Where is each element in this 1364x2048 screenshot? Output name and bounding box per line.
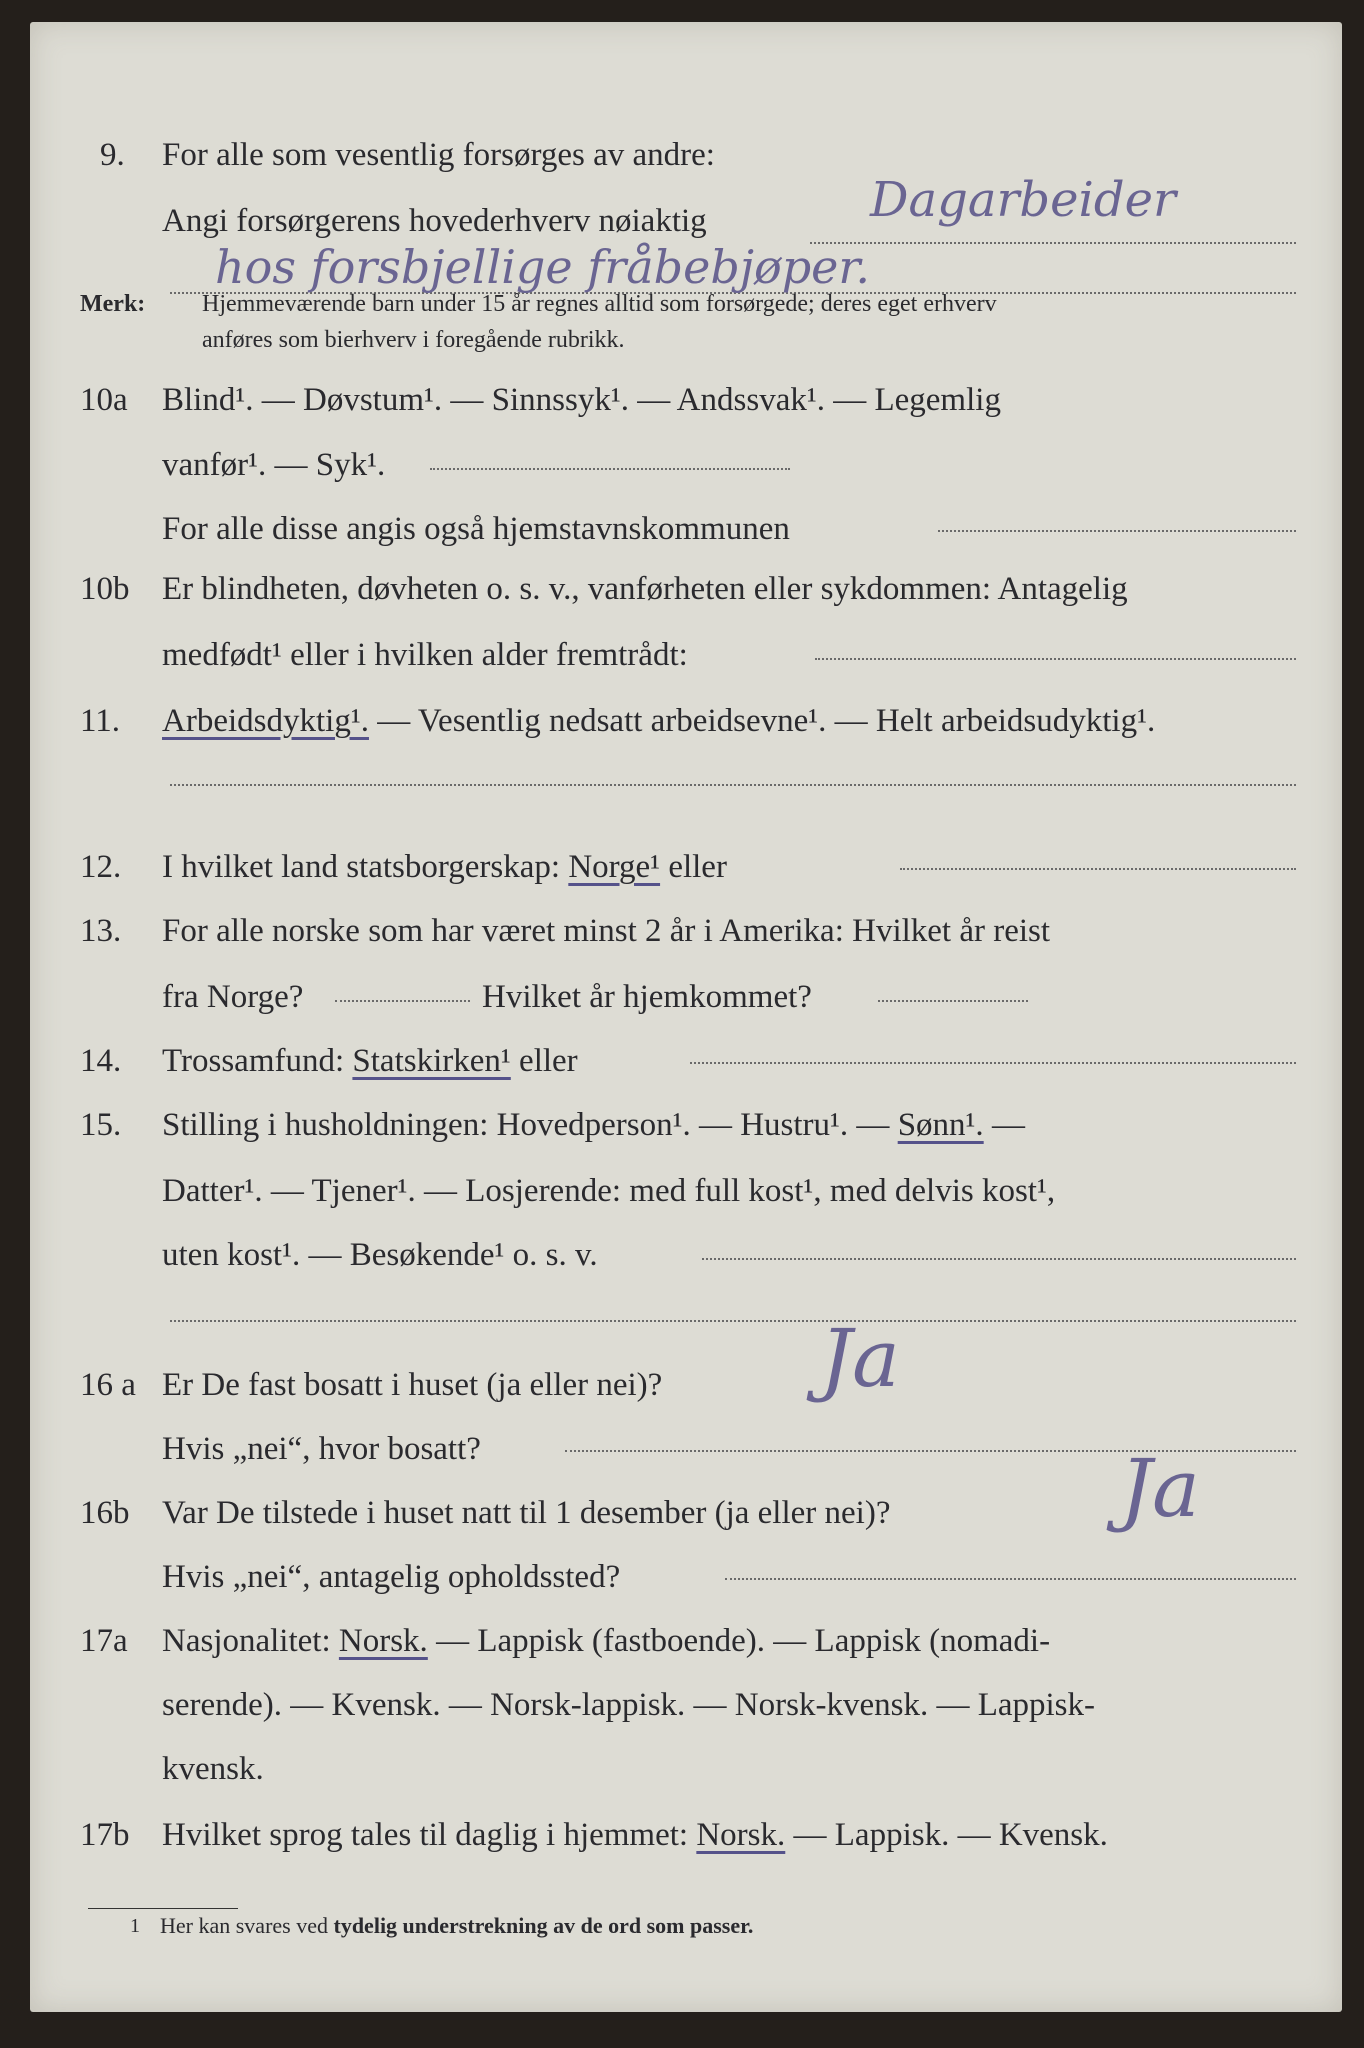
- q17a-text-2: serende). — Kvensk. — Norsk-lappisk. — Norsk-kvensk. — Lappisk-: [162, 1687, 1096, 1723]
- q17a-text-1: [162, 1618, 1050, 1664]
- footnote-text: Her kan svares ved: [160, 1913, 328, 1938]
- q16b-answer: Ja: [1120, 1442, 1200, 1535]
- q11-text: [162, 698, 1155, 744]
- footnote-mark: 1: [130, 1915, 140, 1937]
- q15-text-1: [162, 1102, 1025, 1148]
- q14-text: [162, 1038, 578, 1084]
- q17b-number: 17b: [80, 1817, 130, 1853]
- q16a-text-2: Hvis „nei“, hvor bosatt?: [162, 1431, 481, 1467]
- merk-label: Merk:: [80, 291, 146, 317]
- q15-options-a: Stilling i husholdningen: Hovedperson¹. — Hustru¹. —: [162, 1107, 890, 1143]
- q10a-line3-fill: [938, 530, 1296, 532]
- q9-answer-1: Dagarbeider: [870, 172, 1176, 228]
- q12-question: I hvilket land statsborgerskap:: [162, 849, 561, 885]
- q10b-text-1: Er blindheten, døvheten o. s. v., vanførheten eller sykdommen: Antagelig: [162, 571, 1128, 607]
- q17a-number: 17a: [80, 1623, 128, 1659]
- q16b-number: 16b: [80, 1495, 130, 1531]
- q10b-text-2: medfødt¹ eller i hvilken alder fremtrådt:: [162, 637, 688, 673]
- q14-number: 14.: [80, 1043, 122, 1079]
- merk-text-2: anføres som bierhverv i foregående rubrikk.: [202, 327, 625, 353]
- q13-text-2b: Hvilket år hjemkommet?: [482, 979, 812, 1015]
- q15-line3-fill: [702, 1258, 1296, 1260]
- q12-answer-line: [900, 868, 1296, 870]
- q16a-text-1: Er De fast bosatt i huset (ja eller nei)?: [162, 1367, 663, 1403]
- q17b-selected-option: Norsk.: [696, 1817, 786, 1853]
- q15-text-3: uten kost¹. — Besøkende¹ o. s. v.: [162, 1237, 598, 1273]
- q12-selected-option: Norge¹: [568, 849, 661, 885]
- q17a-other-options-1: — Lappisk (fastboende). — Lappisk (nomadi-: [436, 1623, 1051, 1659]
- q14-question: Trossamfund:: [162, 1043, 345, 1079]
- q17b-question: Hvilket sprog tales til daglig i hjemmet:: [162, 1817, 689, 1853]
- q16a-number: 16 a: [80, 1367, 136, 1403]
- q14-selected-option: Statskirken¹: [352, 1043, 511, 1079]
- q16a-answer: Ja: [820, 1312, 900, 1405]
- q9-answer-2: hos forsbjellige fråbebjøper.: [215, 240, 870, 294]
- q9-text-1: For alle som vesentlig forsørges av andre:: [162, 137, 715, 173]
- q10a-text-1: Blind¹. — Døvstum¹. — Sinnssyk¹. — Andssvak¹. — Legemlig: [162, 382, 1001, 418]
- q12-number: 12.: [80, 849, 122, 885]
- q11-number: 11.: [80, 703, 121, 739]
- q14-answer-line: [690, 1062, 1296, 1064]
- q13-number: 13.: [80, 913, 122, 949]
- footnote-rule: [88, 1908, 238, 1909]
- q13-text-1: For alle norske som har været minst 2 år i Amerika: Hvilket år reist: [162, 913, 1051, 949]
- q17b-text: [162, 1812, 1108, 1858]
- merk-text-1: Hjemmeværende barn under 15 år regnes alltid som forsørgede; deres eget erhverv: [202, 291, 997, 317]
- q10a-text-3: For alle disse angis også hjemstavnskommunen: [162, 511, 790, 547]
- q10a-text-2: vanfør¹. — Syk¹.: [162, 447, 386, 483]
- q11-other-options: — Vesentlig nedsatt arbeidsevne¹. — Helt arbeidsudyktig¹.: [377, 703, 1156, 739]
- footnote-bold-text: tydelig understrekning av de ord som passer.: [333, 1913, 754, 1938]
- q15-text-2: Datter¹. — Tjener¹. — Losjerende: med full kost¹, med delvis kost¹,: [162, 1173, 1056, 1209]
- q9-number: 9.: [100, 137, 125, 173]
- q15-answer-line: [170, 1320, 1296, 1322]
- q14-else: eller: [519, 1043, 578, 1079]
- q12-text: [162, 844, 727, 890]
- q16b-text-1: Var De tilstede i huset natt til 1 desember (ja eller nei)?: [162, 1495, 891, 1531]
- q16b-text-2: Hvis „nei“, antagelig opholdssted?: [162, 1559, 621, 1595]
- q10b-line2-fill: [815, 658, 1296, 660]
- footnote: [160, 1910, 753, 1942]
- q10b-number: 10b: [80, 571, 130, 607]
- q17a-text-3: kvensk.: [162, 1751, 264, 1787]
- q10a-line2-fill: [430, 468, 790, 470]
- q9-answer-line-1: [810, 242, 1296, 244]
- q9-text-2: Angi forsørgerens hovederhverv nøiaktig: [162, 203, 707, 239]
- q11-answer-line: [170, 784, 1296, 786]
- q15-dash: —: [991, 1107, 1025, 1143]
- q12-else: eller: [668, 849, 727, 885]
- q11-selected-option: Arbeidsdyktig¹.: [162, 703, 369, 739]
- q17a-question: Nasjonalitet:: [162, 1623, 331, 1659]
- form-page: [30, 22, 1342, 2012]
- q15-selected-option: Sønn¹.: [897, 1107, 984, 1143]
- q16b-answer-line: [725, 1578, 1296, 1580]
- q13-text-2a: fra Norge?: [162, 979, 304, 1015]
- q13-year-returned-line: [878, 1000, 1028, 1002]
- q10a-number: 10a: [80, 382, 128, 418]
- q17a-selected-option: Norsk.: [338, 1623, 428, 1659]
- q15-number: 15.: [80, 1107, 122, 1143]
- q13-year-left-line: [335, 1000, 470, 1002]
- q17b-other-options: — Lappisk. — Kvensk.: [793, 1817, 1108, 1853]
